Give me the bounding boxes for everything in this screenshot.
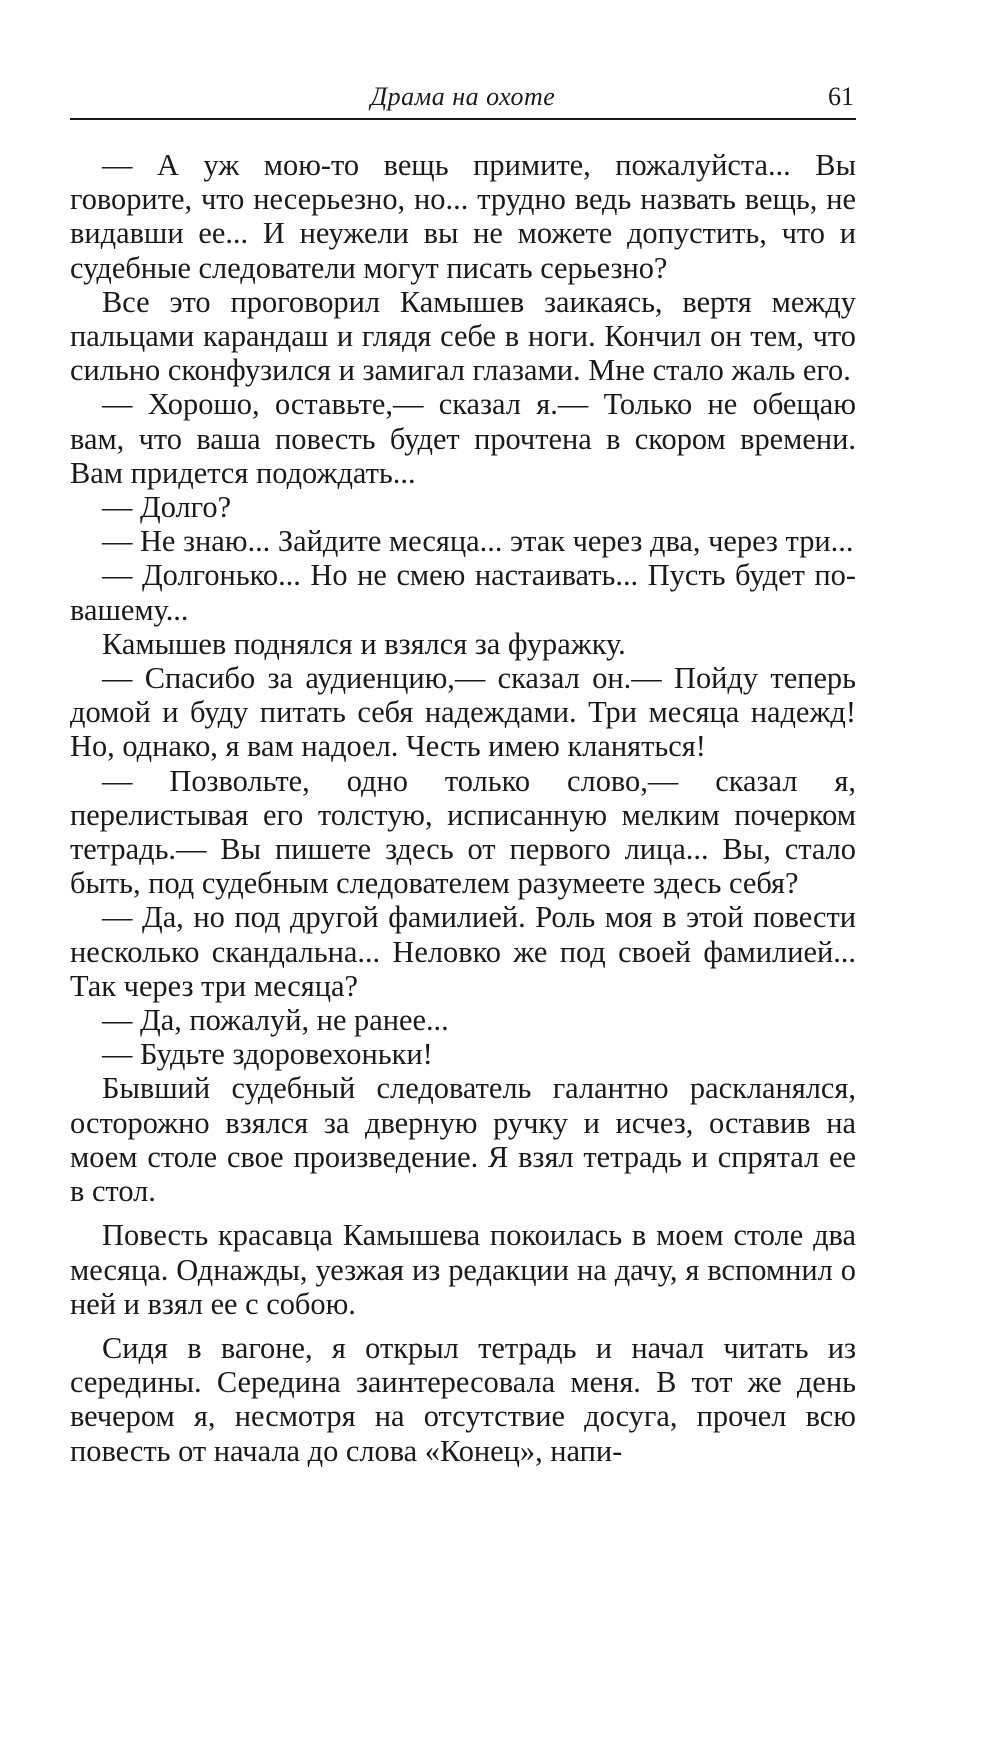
paragraph: Все это проговорил Камышев заикаясь, вертя между пальцами карандаш и глядя себе в ноги. Кончил он тем, что сильно сконфузился и замигал глазами. Мне стало жаль его.	[70, 284, 856, 388]
paragraph: — Хорошо, оставьте,— сказал я.— Только не обещаю вам, что ваша повесть будет прочтена в скором времени. Вам придется подождать...	[70, 387, 856, 490]
paragraph: Камышев поднялся и взялся за фуражку.	[102, 626, 626, 661]
page-number: 61	[828, 82, 854, 111]
running-title: Драма на охоте	[370, 82, 556, 111]
paragraph: — Будьте здоровехоньки!	[102, 1037, 433, 1072]
paragraph: — А уж мою-то вещь примите, пожалуйста... Вы говорите, что несерьезно, но... трудно ведь назвать вещь, не видавши ее... И неужели вы не можете допустить, что и судебные следователи могут писать серьезно?	[70, 148, 856, 285]
body-text	[70, 148, 856, 1468]
paragraph: — Да, но под другой фамилией. Роль моя в этой повести несколько скандальна... Неловко же под своей фамилией... Так через три месяца?	[70, 900, 856, 1003]
paragraph: — Спасибо за аудиенцию,— сказал он.— Пойду теперь домой и буду питать себя надеждами. Три месяца надежд! Но, однако, я вам надоел. Честь имею кланяться!	[70, 661, 856, 764]
paragraph: — Не знаю... Зайдите месяца... этак через два, через три...	[102, 524, 854, 559]
paragraph: — Долго?	[102, 490, 232, 525]
paragraph: — Да, пожалуй, не ранее...	[102, 1003, 449, 1038]
paragraph: Бывший судебный следователь галантно раскланялся, осторожно взялся за дверную ручку и исчез, оставив на моем столе свое произведение. Я взял тетрадь и спрятал ее в стол.	[70, 1071, 856, 1209]
paragraph: — Долгонько... Но не смею настаивать... Пусть будет по-вашему...	[70, 558, 856, 627]
paragraph: Сидя в вагоне, я открыл тетрадь и начал читать из середины. Середина заинтересовала меня. В тот же день вечером я, несмотря на отсутствие досуга, прочел всю повесть от начала до слова «Конец», напи-	[70, 1330, 856, 1468]
paragraph: — Позвольте, одно только слово,— сказал я, перелистывая его толстую, исписанную мелким почерком тетрадь.— Вы пишете здесь от первого лица... Вы, стало быть, под судебным следователем разумеете здесь себя?	[70, 763, 856, 901]
paragraph: Повесть красавца Камышева покоилась в моем столе два месяца. Однажды, уезжая из редакции на дачу, я вспомнил о ней и взял ее с собою.	[70, 1218, 856, 1321]
running-header	[70, 78, 856, 120]
